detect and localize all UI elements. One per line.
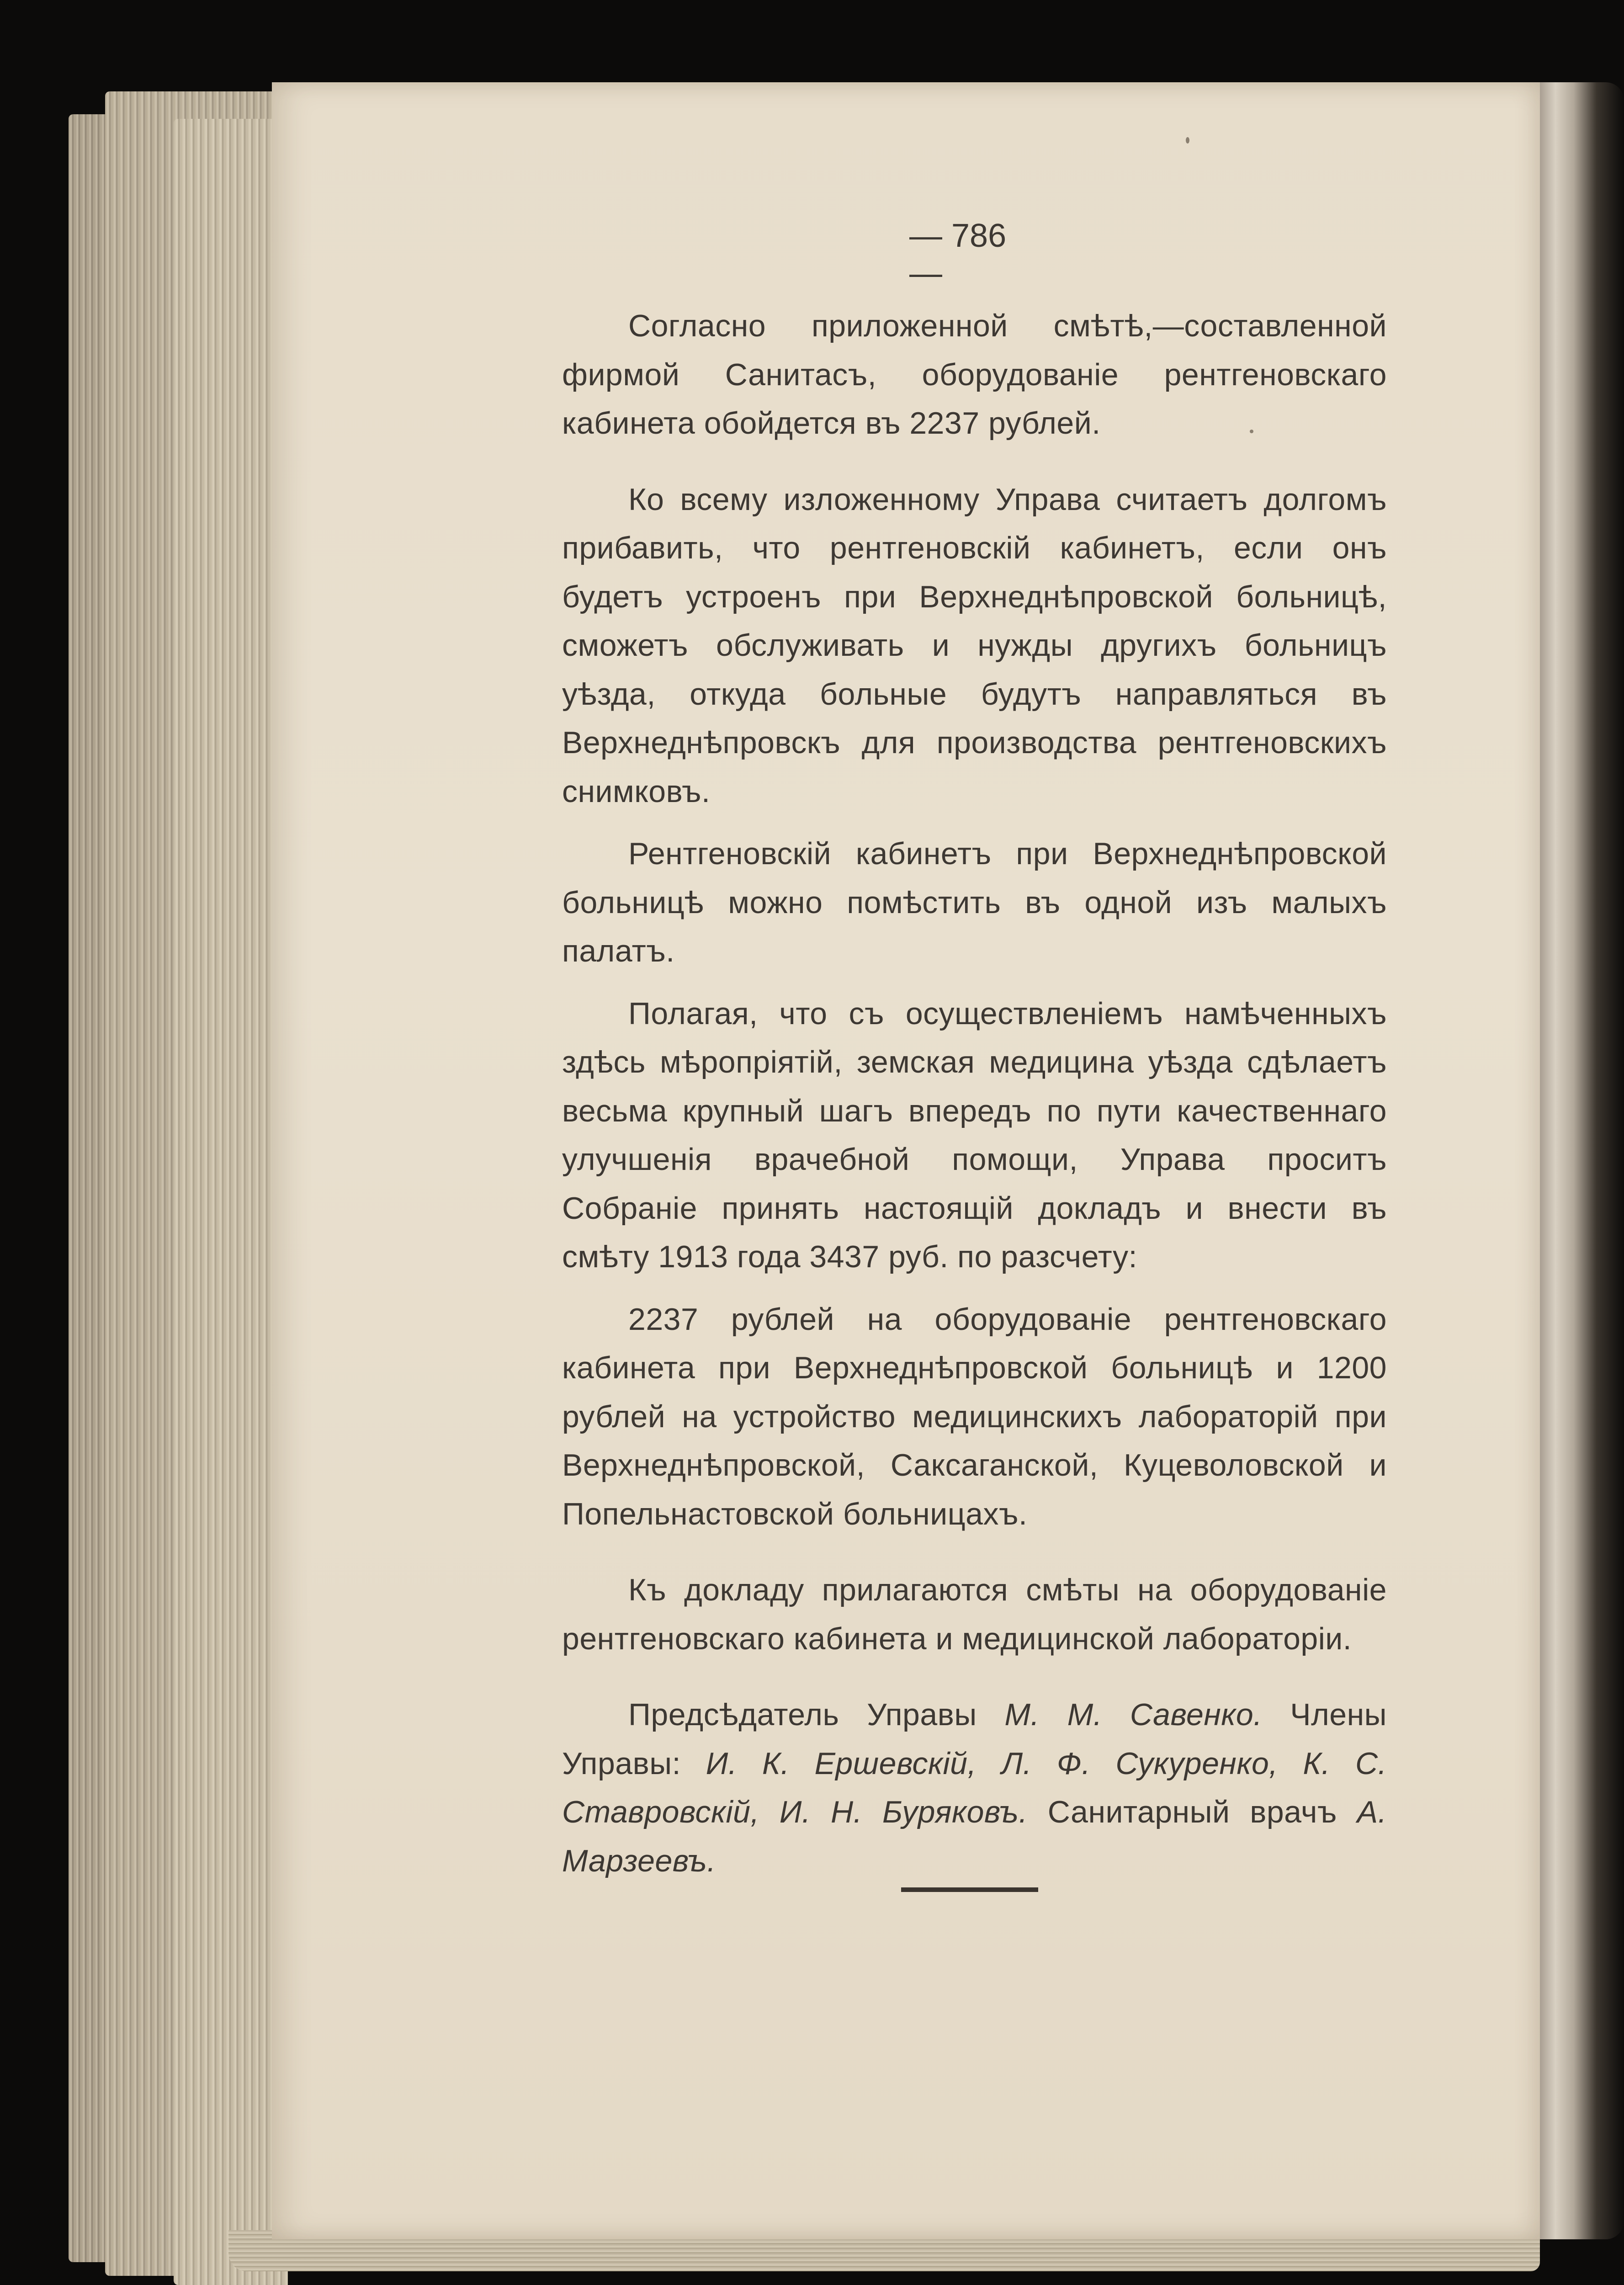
chair-title: Предсѣдатель Управы xyxy=(628,1697,977,1732)
doctor-title: Санитарный врачъ xyxy=(1047,1795,1337,1829)
paragraph: Согласно приложенной смѣтѣ,—составленной фирмой Санитасъ, оборудованіе рентгеновскаго кабинета обойдется въ 2237 рублей. xyxy=(562,308,1387,441)
member-name: К. С. Ставровскій, xyxy=(562,1746,1387,1829)
closing-rule xyxy=(901,1887,1038,1892)
body-text xyxy=(562,302,1387,1885)
member-name: И. К. Ершевскій, xyxy=(706,1746,977,1781)
paragraph: Къ докладу прилагаются смѣты на оборудованіе рентгеновскаго кабинета и медицинской лабораторіи. xyxy=(562,1573,1387,1656)
signature-block xyxy=(562,1690,1387,1885)
paragraph: Рентгеновскій кабинетъ при Верхнеднѣпровской больницѣ можно помѣстить въ одной изъ малыхъ палатъ. xyxy=(562,836,1387,968)
paragraph: Ко всему изложенному Управа считаетъ долгомъ прибавить, что рентгеновскій кабинетъ, если онъ будетъ устроенъ при Верхнеднѣпровской больницѣ, сможетъ обслуживать и нужды другихъ больницъ уѣзда, откуда больные будутъ направляться въ Верхнеднѣпровскъ для производства рентгеновскихъ снимковъ. xyxy=(562,482,1387,809)
members-title: Члены Управы: xyxy=(562,1697,1387,1781)
page-number: — 786 — xyxy=(909,218,1007,292)
page-edges-left-front xyxy=(174,119,288,2285)
paper-speck xyxy=(1186,137,1189,143)
paragraph: Полагая, что съ осуществленіемъ намѣченныхъ здѣсь мѣропріятій, земская медицина уѣзда сдѣлаетъ весьма крупный шагъ впередъ по пути качественнаго улучшенія врачебной помощи, Управа проситъ Собраніе принять настоящій докладъ и внести въ смѣту 1913 года 3437 руб. по разсчету: xyxy=(562,996,1387,1274)
facing-page-edge xyxy=(1537,82,1624,2239)
doctor-name: А. Марзеевъ. xyxy=(562,1795,1387,1878)
member-name: И. Н. Буряковъ. xyxy=(779,1795,1028,1829)
member-name: Л. Ф. Сукуренко, xyxy=(1001,1746,1278,1781)
paragraph: 2237 рублей на оборудованіе рентгеновскаго кабинета при Верхнеднѣпровской больницѣ и 1200 рублей на устройство медицинскихъ лабораторій при Верхнеднѣпровской, Саксаганской, Куцеволовской и Попельнастовской больницахъ. xyxy=(562,1302,1387,1531)
chair-name: М. М. Савенко. xyxy=(1004,1697,1263,1732)
